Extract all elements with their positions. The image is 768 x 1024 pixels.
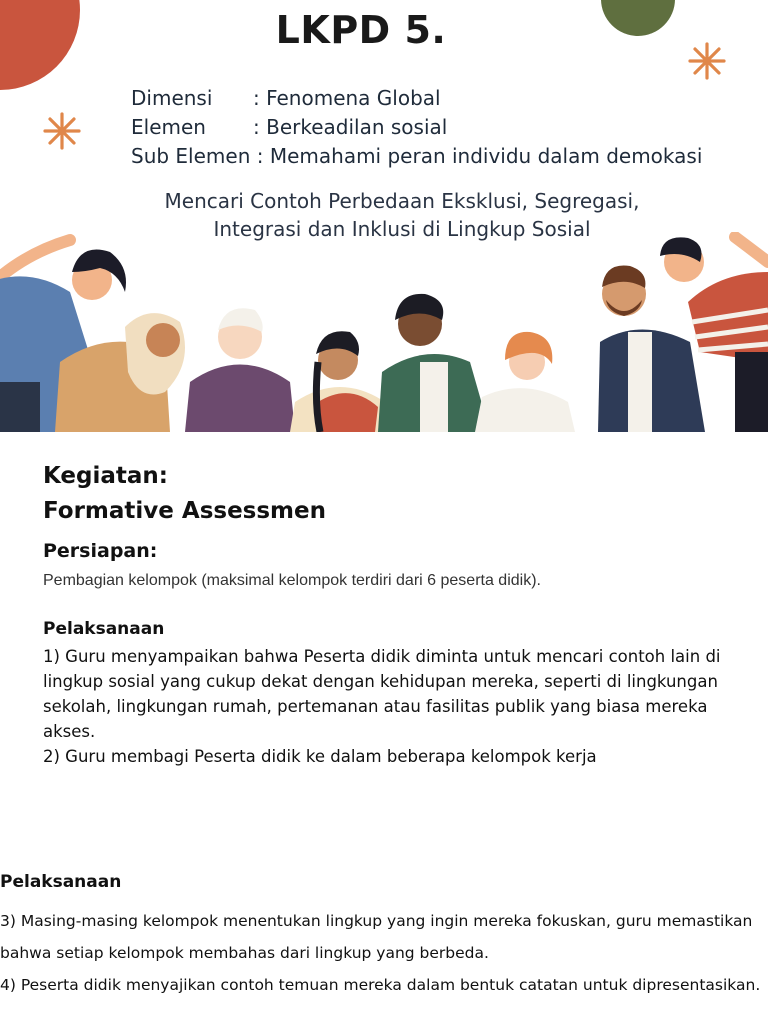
list-item: 1) Guru menyampaikan bahwa Peserta didik diminta untuk mencari contoh lain di lingkup sosial yang cukup dekat dengan kehidupan mereka, seperti di lingkungan sekolah, lingkungan rumah, pertemanan atau fasilitas publik yang biasa mereka akses. [43, 647, 721, 741]
meta-block [131, 84, 702, 171]
subtitle-line: Mencari Contoh Perbedaan Eksklusi, Segregasi, [164, 189, 640, 213]
person-figure [290, 331, 388, 432]
list-item: 2) Guru membagi Peserta didik ke dalam beberapa kelompok kerja [43, 747, 597, 766]
person-figure [598, 265, 705, 432]
page-title: LKPD 5. [275, 8, 447, 52]
meta-sub-elemen [131, 142, 702, 171]
meta-value: : Memahami peran individu dalam demokasi [256, 144, 703, 168]
meta-label: Elemen [131, 115, 206, 139]
meta-value: : Berkeadilan sosial [253, 115, 448, 139]
meta-elemen [131, 113, 702, 142]
people-group-illustration [0, 232, 768, 432]
pelaksanaan-list [0, 905, 768, 1001]
pelaksanaan-heading: Pelaksanaan [43, 619, 165, 639]
persiapan-text: Pembagian kelompok (maksimal kelompok terdiri dari 6 peserta didik). [43, 572, 541, 589]
activity-heading [43, 459, 326, 529]
meta-label: Dimensi [131, 86, 213, 110]
pelaksanaan-list [43, 644, 758, 769]
person-figure [185, 308, 295, 432]
meta-label: Sub Elemen [131, 144, 251, 168]
person-figure [475, 332, 575, 432]
meta-dimensi [131, 84, 702, 113]
meta-value: : Fenomena Global [253, 86, 441, 110]
kegiatan-label: Kegiatan: [43, 463, 168, 489]
list-item: 3) Masing-masing kelompok menentukan lingkup yang ingin mereka fokuskan, guru memastikan bahwa setiap kelompok membahas dari lingkup yang berbeda. [0, 912, 753, 962]
asterisk-star-icon [42, 111, 82, 151]
subtitle-line: Integrasi dan Inklusi di Lingkup Sosial [213, 217, 591, 241]
persiapan-heading: Persiapan: [43, 540, 158, 562]
list-item: 4) Peserta didik menyajikan contoh temuan mereka dalam bentuk catatan untuk dipresentasikan. [0, 976, 761, 994]
kegiatan-type: Formative Assessmen [43, 498, 326, 524]
pelaksanaan-heading: Pelaksanaan [0, 872, 122, 892]
person-figure [378, 294, 490, 432]
